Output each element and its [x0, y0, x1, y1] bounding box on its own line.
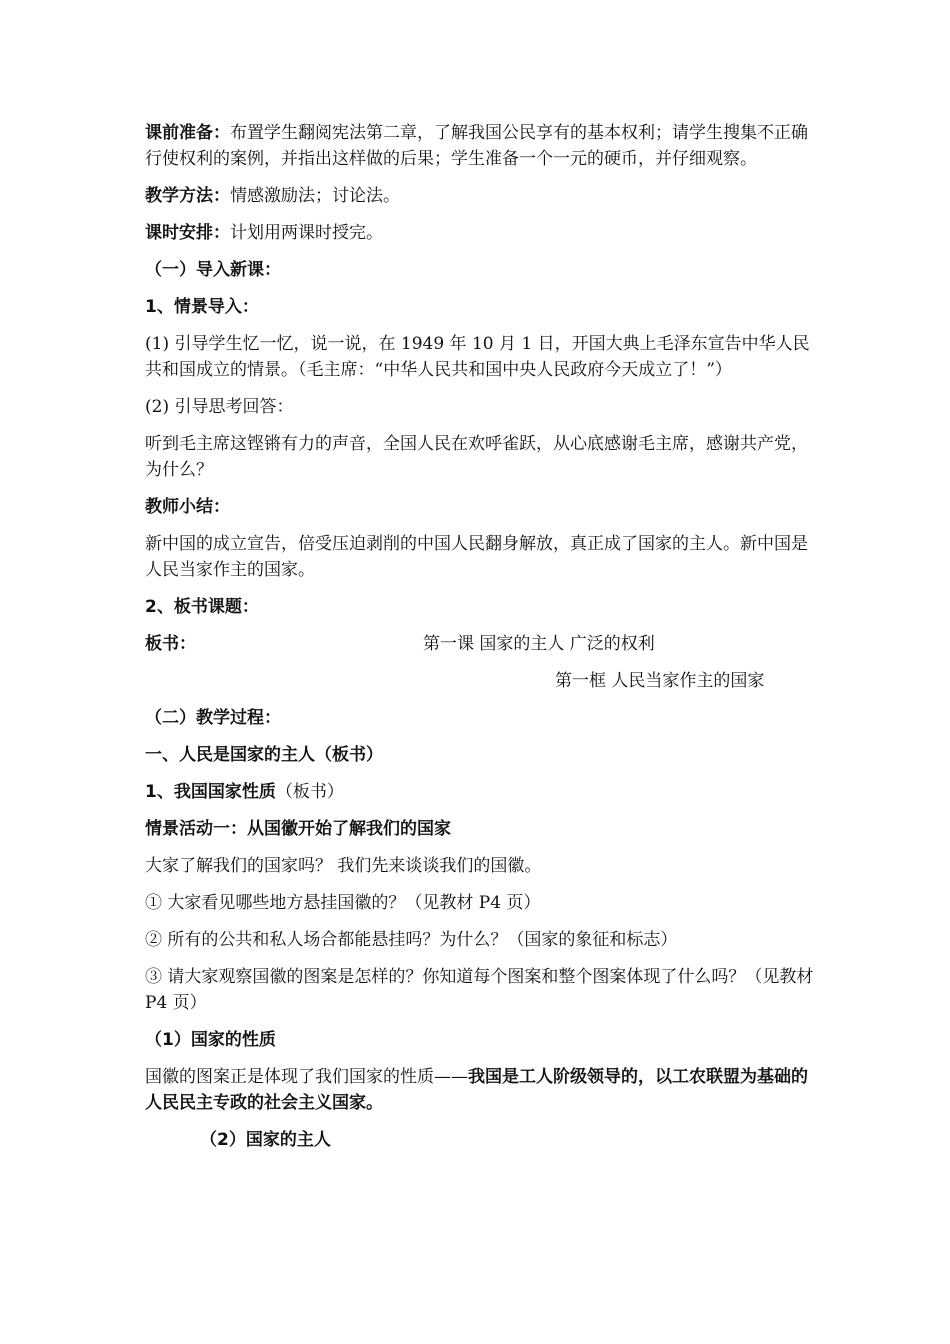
board-title-line	[145, 631, 815, 657]
nature-heading	[145, 779, 815, 805]
prep-label: 课前准备：	[145, 123, 230, 143]
nature-text-bold: 我国是工人阶级领导的，以工农联盟为基础的人民民主专政的社会主义国家。	[145, 1067, 808, 1113]
nature-text-normal: 国徽的图案正是体现了我们国家的性质——	[145, 1067, 468, 1087]
master-subheading: （2）国家的主人	[200, 1130, 331, 1150]
board-subtitle: 第一框 人民当家作主的国家	[555, 671, 765, 691]
scene-paragraph-2: (2) 引导思考回答：	[145, 397, 294, 417]
process-heading: （二）教学过程：	[145, 708, 281, 728]
scene-heading: 1、情景导入：	[145, 297, 259, 317]
activity-heading: 情景活动一：从国徽开始了解我们的国家	[145, 819, 451, 839]
question-3: ③ 请大家观察国徽的图案是怎样的？你知道每个图案和整个图案体现了什么吗？（见教材 P4 页）	[145, 967, 814, 1013]
method-text: 情感激励法；讨论法。	[230, 186, 400, 206]
board-subtitle-line	[145, 668, 815, 694]
schedule-text: 计划用两课时授完。	[230, 223, 383, 243]
activity-intro: 大家了解我们的国家吗？ 我们先来谈谈我们的国徽。	[145, 856, 542, 876]
scene-paragraph-1: (1) 引导学生忆一忆，说一说，在 1949 年 10 月 1 日，开国大典上毛泽东宣告中华人民共和国成立的情景。（毛主席：“中华人民共和国中央人民政府今天成立了！”）	[145, 334, 810, 380]
intro-heading: （一）导入新课：	[145, 260, 281, 280]
document-content	[145, 120, 815, 1164]
question-1: ① 大家看见哪些地方悬挂国徽的？（见教材 P4 页）	[145, 893, 541, 913]
question-2: ② 所有的公共和私人场合都能悬挂吗？为什么？（国家的象征和标志）	[145, 930, 678, 950]
prep-text: 布置学生翻阅宪法第二章，了解我国公民享有的基本权利；请学生搜集不正确行使权利的案例，并指出这样做的后果；学生准备一个一元的硬币，并仔细观察。	[145, 123, 808, 169]
nature-subheading: （1）国家的性质	[145, 1030, 276, 1050]
method-label: 教学方法：	[145, 186, 230, 206]
scene-paragraph-3: 听到毛主席这铿锵有力的声音，全国人民在欢呼雀跃，从心底感谢毛主席，感谢共产党，为什么？	[145, 434, 808, 480]
summary-text: 新中国的成立宣告，倍受压迫剥削的中国人民翻身解放，真正成了国家的主人。新中国是人民当家作主的国家。	[145, 534, 808, 580]
board-heading: 2、板书课题：	[145, 597, 259, 617]
nature-paragraph	[145, 1064, 815, 1116]
schedule-label: 课时安排：	[145, 223, 230, 243]
board-title: 第一课 国家的主人 广泛的权利	[423, 634, 655, 654]
section1-heading: 一、人民是国家的主人（板书）	[145, 745, 383, 765]
schedule-paragraph	[145, 220, 815, 246]
nature-heading-normal: （板书）	[275, 782, 344, 802]
nature-heading-bold: 1、我国国家性质	[145, 782, 276, 802]
method-paragraph	[145, 183, 815, 209]
summary-heading: 教师小结：	[145, 497, 230, 517]
prep-paragraph	[145, 120, 815, 172]
board-label: 板书：	[145, 634, 196, 654]
